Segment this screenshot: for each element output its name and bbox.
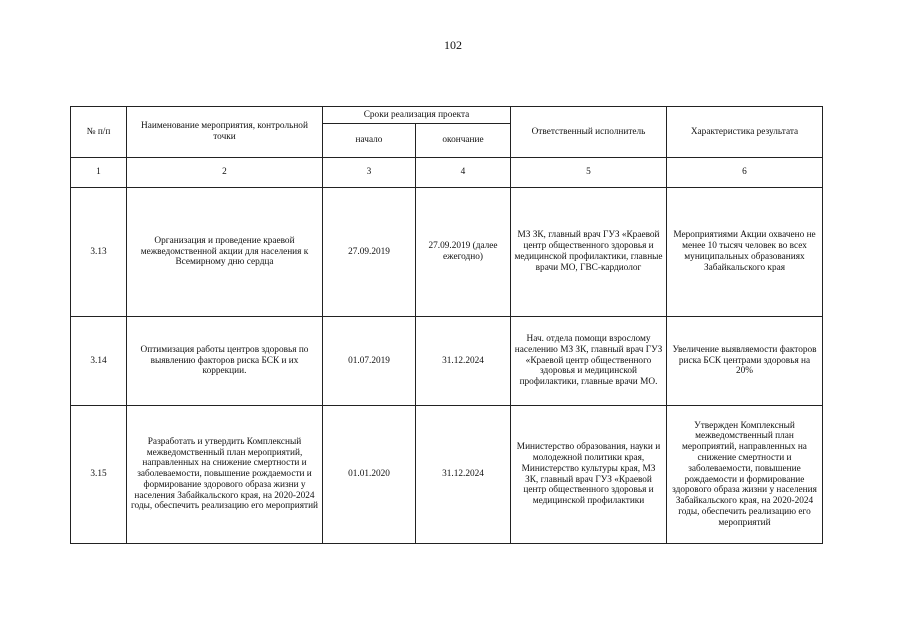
table-row	[71, 406, 823, 544]
row-executor: Нач. отдела помощи взрослому населению МЗ ЗК, главный врач ГУЗ «Краевой центр общественного здоровья и медицинской профилактики, главные врачи МО.	[511, 317, 667, 406]
page-number: 102	[444, 38, 462, 52]
header-period: Сроки реализация проекта	[323, 107, 511, 124]
column-number: 2	[127, 158, 323, 188]
column-number: 4	[416, 158, 511, 188]
header-start: начало	[323, 124, 416, 158]
row-result: Мероприятиями Акции охвачено не менее 10 тысяч человек во всех муниципальных образованиях Забайкальского края	[667, 188, 823, 317]
column-number: 1	[71, 158, 127, 188]
header-row-top	[71, 107, 823, 124]
column-number: 6	[667, 158, 823, 188]
table-row	[71, 317, 823, 406]
header-name: Наименование мероприятия, контрольной точки	[127, 107, 323, 158]
column-number: 3	[323, 158, 416, 188]
header-executor: Ответственный исполнитель	[511, 107, 667, 158]
header-end: окончание	[416, 124, 511, 158]
row-end: 31.12.2024	[416, 406, 511, 544]
row-executor: МЗ ЗК, главный врач ГУЗ «Краевой центр общественного здоровья и медицинской профилактики, главные врачи МО, ГВС-кардиолог	[511, 188, 667, 317]
row-num: 3.13	[71, 188, 127, 317]
row-num: 3.14	[71, 317, 127, 406]
row-result: Увеличение выявляемости факторов риска БСК центрами здоровья на 20%	[667, 317, 823, 406]
row-start: 01.01.2020	[323, 406, 416, 544]
row-start: 27.09.2019	[323, 188, 416, 317]
events-table	[70, 106, 823, 544]
column-number: 5	[511, 158, 667, 188]
table-row	[71, 188, 823, 317]
row-name: Оптимизация работы центров здоровья по выявлению факторов риска БСК и их коррекции.	[127, 317, 323, 406]
header-num: № п/п	[71, 107, 127, 158]
column-number-row	[71, 158, 823, 188]
row-executor: Министерство образования, науки и молодежной политики края, Министерство культуры края, МЗ ЗК, главный врач ГУЗ «Краевой центр общественного здоровья и медицинской профилактики	[511, 406, 667, 544]
row-result: Утвержден Комплексный межведомственный план мероприятий, направленных на снижение смертности и заболеваемости, повышение рождаемости и формирование здорового образа жизни у населения Забайкальского края, на 2020-2024 годы, обеспечить реализацию его мероприятий	[667, 406, 823, 544]
row-end: 27.09.2019 (далее ежегодно)	[416, 188, 511, 317]
row-name: Разработать и утвердить Комплексный межведомственный план мероприятий, направленных на снижение смертности и заболеваемости, повышение рождаемости и формирование здорового образа жизни у населения Забайкальского края, на 2020-2024 годы, обеспечить реализацию его мероприятий	[127, 406, 323, 544]
row-num: 3.15	[71, 406, 127, 544]
row-end: 31.12.2024	[416, 317, 511, 406]
header-result: Характеристика результата	[667, 107, 823, 158]
row-name: Организация и проведение краевой межведомственной акции для населения к Всемирному дню сердца	[127, 188, 323, 317]
row-start: 01.07.2019	[323, 317, 416, 406]
